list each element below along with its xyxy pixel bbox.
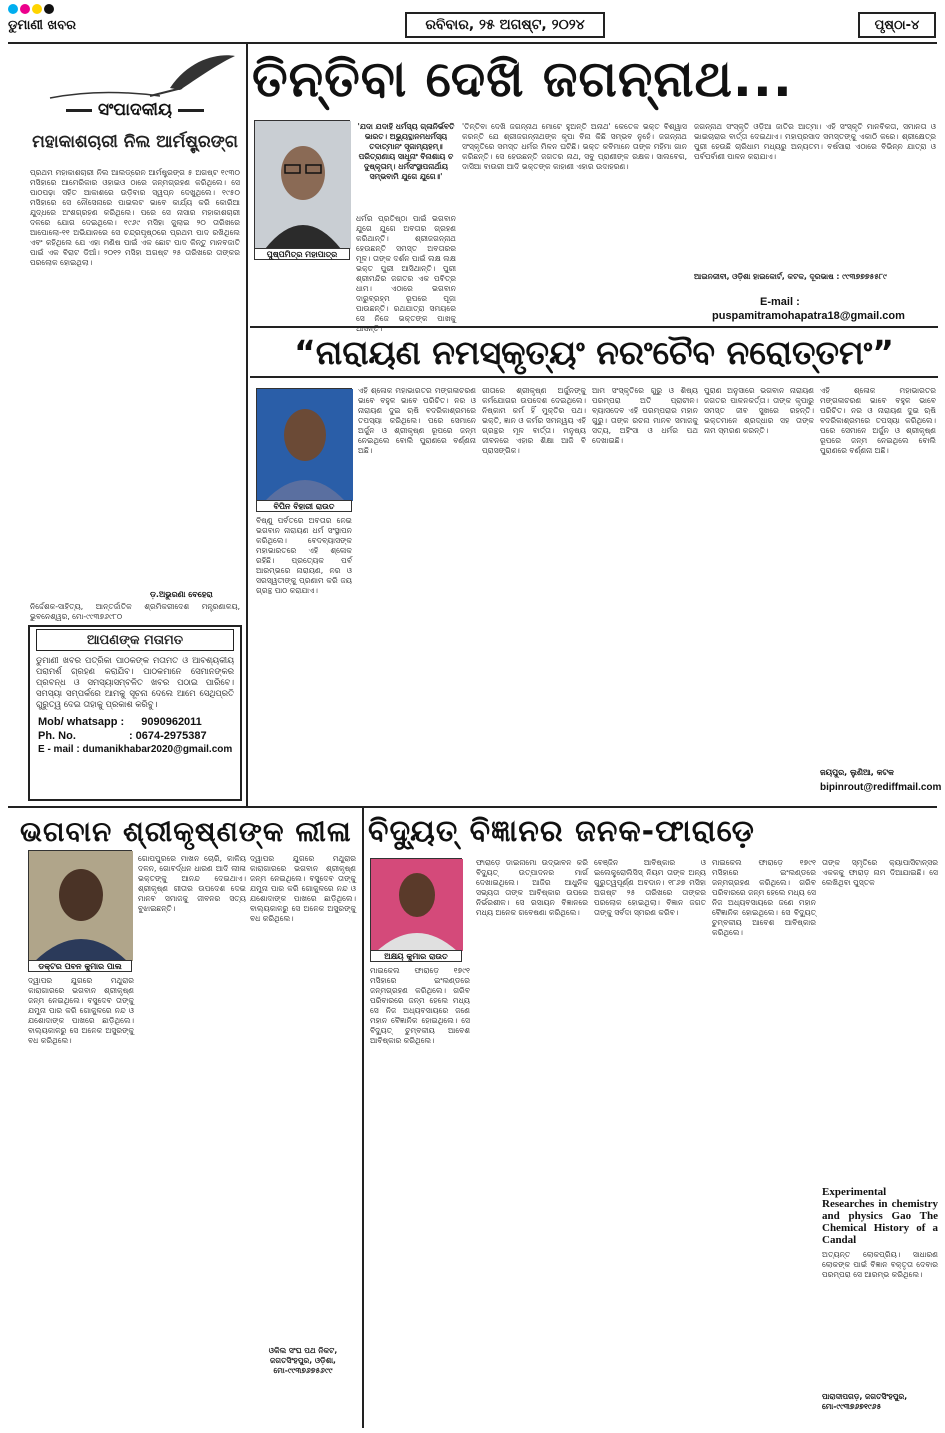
article3-col3: ଦ୍ୱାପର ଯୁଗରେ ମଥୁରାର କାରାଗାରରେ ଭଗବାନ ଶ୍ରୀକୃଷ୍ଣ ଜନ୍ମ ନେଇଥିଲେ। ବସୁଦେବ ତାଙ୍କୁ ଯମୁନା ପାର କରି ଗୋକୁଳରେ ନନ୍ଦ ଓ ଯଶୋଦାଙ୍କ ପାଖରେ ଛାଡ଼ିଥିଲେ। ବାଲ୍ୟକାଳରୁ ସେ ଅନେକ ଅସୁରଙ୍କୁ ବଧ କରିଥିଲେ। xyxy=(250,854,356,923)
editorial-body: ପ୍ରଥମ ମହାକାଶଚାରୀ ନିଲ ଆଲଡ୍ରେନ ଆର୍ମଷ୍ଟ୍ରଙ୍ଗ ୫ ଅଗଷ୍ଟ ୧୯୩୦ ମସିହାରେ ଆମେରିକାର ଓହାଇଓ ଠାରେ ଜନ୍ମଗ୍ରହଣ କରିଥିଲେ। ସେ ପାଠପଢ଼ା ସହିତ ଆକାଶରେ ଉଡ଼ିବାର ସ୍ୱପ୍ନ ଦେଖୁଥିଲେ। ୧୯୫୦ ମସିହାରେ ସେ ନୌସେନାରେ ପାଇଲଟ ଭାବେ କାର୍ଯ୍ୟ କରି କୋରିଆ ଯୁଦ୍ଧରେ ଅଂଶଗ୍ରହଣ କରିଥିଲେ। ପରେ ସେ ନାସାର ମହାକାଶଚାରୀ ଦଳରେ ଯୋଗ ଦେଇଥିଲେ। ୧୯୬୯ ମସିହା ଜୁଲାଇ ୨୦ ତାରିଖରେ ଆପୋଲୋ-୧୧ ଅଭିଯାନରେ ସେ ଚନ୍ଦ୍ରପୃଷ୍ଠରେ ପ୍ରଥମ ପାଦ ରଖିଥିଲେ ଏବଂ କହିଥିଲେ ଯେ ଏହା ମଣିଷ ପାଇଁ ଏକ ଛୋଟ ପାଦ କିନ୍ତୁ ମାନବଜାତି ପାଇଁ ଏକ ବିରାଟ ଡିଆଁ। ୨୦୧୨ ମସିହା ଅଗଷ୍ଟ ୨୫ ତାରିଖରେ ତାଙ୍କର ପରଲୋକ ହୋଇଥିଲା। xyxy=(30,168,240,267)
article3-col1: ଦ୍ୱାପର ଯୁଗରେ ମଥୁରାର କାରାଗାରରେ ଭଗବାନ ଶ୍ରୀକୃଷ୍ଣ ଜନ୍ମ ନେଇଥିଲେ। ବସୁଦେବ ତାଙ୍କୁ ଯମୁନା ପାର କରି ଗୋକୁଳରେ ନନ୍ଦ ଓ ଯଶୋଦାଙ୍କ ପାଖରେ ଛାଡ଼ିଥିଲେ। ବାଲ୍ୟକାଳରୁ ସେ ଅନେକ ଅସୁରଙ୍କୁ ବଧ କରିଥିଲେ। xyxy=(28,976,134,1045)
editorial-title: ମହାକାଶଚାରୀ ନିଲ ଆର୍ମଷ୍ଟ୍ରଙ୍ଗ xyxy=(32,132,238,152)
article4-col1: ମାଇକେଲ ଫାରାଡ଼େ ୧୭୯୧ ମସିହାରେ ଇଂଲଣ୍ଡରେ ଜନ୍ମଗ୍ରହଣ କରିଥିଲେ। ଗରିବ ପରିବାରରେ ଜନ୍ମ ହେଲେ ମଧ୍ୟ ସେ ନିଜ ଅଧ୍ୟବସାୟରେ ଜଣେ ମହାନ ବୈଜ୍ଞାନିକ ହୋଇଥିଲେ। ସେ ବିଦ୍ୟୁତ୍ ଚୁମ୍ବକୀୟ ଆବେଶ ଆବିଷ୍କାର କରିଥିଲେ। xyxy=(370,966,470,1045)
mob-number[interactable]: 9090962011 xyxy=(141,716,202,728)
editorial-signature: ଡ଼.ଅଭୁରଣା ବେହେରା xyxy=(150,590,213,599)
lower-column-divider xyxy=(362,808,364,1428)
portrait-icon xyxy=(371,859,463,951)
portrait-icon xyxy=(257,389,353,501)
article1-quote: 'ଯଦା ଯଦାହି ଧର୍ମସ୍ୟ ଗ୍ଳାନିର୍ଭବତି ଭାରତ। ଅଭ୍ୟୁତ୍ଥାନମଧର୍ମସ୍ୟ ତଦାତ୍ମାନଂ ସୃଜାମ୍ୟହମ୍॥ ପରିତ୍ରାଣାୟ ସାଧୂନାଂ ବିନାଶାୟ ଚ ଦୁଷ୍କୃତାମ୍। ଧର୍ମସଂସ୍ଥାପନାର୍ଥାୟ ସମ୍ଭବାମି ଯୁଗେ ଯୁଗେ॥' xyxy=(357,122,455,181)
portrait-icon xyxy=(29,851,133,961)
magenta-dot-icon xyxy=(20,4,30,14)
article1-col1: ଧର୍ମର ପ୍ରତିଷ୍ଠା ପାଇଁ ଭଗବାନ ଯୁଗେ ଯୁଗେ ଅବତାର ଗ୍ରହଣ କରିଥାନ୍ତି। ଶ୍ରୀଜଗନ୍ନାଥ ହେଉଛନ୍ତି ସମସ୍ତ ଅବତାରର ମୂଳ। ତାଙ୍କ ଦର୍ଶନ ପାଇଁ ଲକ୍ଷ ଲକ୍ଷ ଭକ୍ତ ପୁରୀ ଆସିଥାନ୍ତି। ପୁରୀ ଶ୍ରୀମନ୍ଦିର ଜଗତର ଏକ ପବିତ୍ର ଧାମ। ଏଠାରେ ଭଗବାନ ଦାରୁବ୍ରହ୍ମ ରୂପରେ ପୂଜା ପାଉଛନ୍ତି। ରଥଯାତ୍ରା ସମୟରେ ସେ ନିଜେ ଭକ୍ତଙ୍କ ପାଖକୁ ଆସନ୍ତି। xyxy=(356,214,456,333)
book-title: Experimental Researches in chemistry and physics Gao The Chemical History of a Candal xyxy=(822,1186,938,1246)
page-number: ପୃଷ୍ଠା-୪ xyxy=(858,12,936,38)
article3-author-photo xyxy=(28,850,132,960)
editorial-signature-role: ନିର୍ଦ୍ଦେଶକ-ସାହିତ୍ୟ, ଆନ୍ତର୍ଜାତିକ ଶ୍ରମିକରୀଦେଶ ମନ୍ତ୍ରଣାଳୟ, ଭୁବନେଶ୍ୱର, ମୋ-୯୯୩୭୬୯୮୦ xyxy=(30,602,240,621)
article3-headline: ଭଗବାନ ଶ୍ରୀକୃଷ୍ଣଙ୍କ ଲୀଳା xyxy=(20,815,352,848)
article1-headline: ତିନ୍ତିବା ଦେଖି ଜଗନ୍ନାଥ... xyxy=(252,50,793,108)
quill-pen-icon xyxy=(30,48,240,104)
article3-col2: ଗୋପପୁରରେ ମାଖନ ଚୋରି, କାଳିୟ ଦଳନ, ଗୋବର୍ଦ୍ଧନ ଧାରଣ ଆଦି ଲୀଳା ଭକ୍ତଙ୍କୁ ଆନନ୍ଦ ଦେଇଥାଏ। ଶ୍ରୀକୃଷ୍ଣ ଗୀତାର ଉପଦେଶ ଦେଇ ମାନବ ସମାଜକୁ ଜୀବନର ସତ୍ୟ ବୁଝାଇଛନ୍ତି। xyxy=(138,854,246,913)
opinion-body: ଡୁମାଣୀ ଖବର ପତ୍ରିକା ପାଠକଙ୍କ ମତାମତ ଓ ଆବଶ୍ୟକୀୟ ପରାମର୍ଶ ଗ୍ରହଣ କରାଯିବ। ପାଠକମାନେ ସେମାନଙ୍କର ପ୍ରବନ୍ଧ ଓ ସମସ୍ୟାସମ୍ବଳିତ ଖବର ପଠାଇ ପାରିବେ। ସମସ୍ୟା ସମ୍ପର୍କରେ ଆମକୁ ସୂଚନା ଦେଲେ ଆମେ ସେଥିପ୍ରତି ଗୁରୁତ୍ୱ ଦେଇ ତାହାକୁ ପ୍ରକାଶ କରିବୁ। xyxy=(36,655,234,709)
article1-email[interactable]: puspamitramohapatra18@gmail.com xyxy=(712,310,905,322)
article4-col2: ଫାରାଡ଼େ ଡାଇନାମୋ ଉଦ୍ଭାବନ କରି ବିଦ୍ୟୁତ୍ ଉତ୍ପାଦନର ମାର୍ଗ ଦେଖାଇଥିଲେ। ଆଜିର ଆଧୁନିକ ସଭ୍ୟତା ତାଙ୍କ ଆବିଷ୍କାର ଉପରେ ନିର୍ଭରଶୀଳ। ସେ ରସାୟନ ବିଜ୍ଞାନରେ ମଧ୍ୟ ଅନେକ ଗବେଷଣା କରିଥିଲେ। xyxy=(476,858,588,917)
editorial-label: ସଂପାଦକୀୟ xyxy=(97,100,173,120)
article4-headline: ବିଦ୍ୟୁତ୍ ବିଜ୍ଞାନର ଜନକ-ଫାରାଡ଼େ xyxy=(368,814,755,849)
contact-block xyxy=(38,715,236,757)
article3-author: ଓକିଲ ସଂଘ ପଥ ନିକଟ, ଜଗତସିଂହପୁର, ଓଡ଼ିଶା, ମୋ-୯୯୩୭୬୭୫୬୯୯ xyxy=(268,1346,338,1375)
article2-col2: ଏହି ଶ୍ଳୋକ ମହାଭାରତର ମଙ୍ଗଳାଚରଣ ଭାବେ ବହୁଳ ଭାବେ ପରିଚିତ। ନର ଓ ନାରାୟଣ ଦୁଇ ଋଷି ବଦରିକାଶ୍ରମରେ ତପସ୍ୟା କରିଥିଲେ। ପରେ ସେମାନେ ଅର୍ଜୁନ ଓ ଶ୍ରୀକୃଷ୍ଣ ରୂପରେ ଜନ୍ମ ନେଇଥିଲେ ବୋଲି ପୁରାଣରେ ବର୍ଣ୍ଣନା ଅଛି। xyxy=(358,386,476,455)
article2-photo-caption: ବିପିନ ବିହାରୀ ରାଉତ xyxy=(256,500,352,512)
opinion-label: ଆପଣଙ୍କ ମତାମତ xyxy=(36,629,234,651)
email-address[interactable]: dumanikhabar2020@gmail.com xyxy=(82,744,233,755)
paper-logo-dots xyxy=(8,4,54,14)
article1-author-photo xyxy=(254,120,350,248)
paper-name: ଡୁମାଣୀ ଖବର xyxy=(8,18,76,33)
article1-email-label: E-mail : xyxy=(760,296,800,308)
article2-headline: “ନାରାୟଣ ନମସ୍କୃତ୍ୟଂ ନରଂଚୈବ ନରୋତ୍ତମଂ” xyxy=(250,326,938,378)
article4-col3: ବେଞ୍ଜିନ ଆବିଷ୍କାର ଓ ଇଲେକ୍ଟ୍ରୋଲିସିସ୍ ନିୟମ ତାଙ୍କ ଅନ୍ୟ ଗୁରୁତ୍ୱପୂର୍ଣ୍ଣ ଅବଦାନ। ୧୮୬୭ ମସିହା ଅଗଷ୍ଟ ୨୫ ତାରିଖରେ ତାଙ୍କର ପରଲୋକ ହୋଇଥିଲା। ବିଜ୍ଞାନ ଜଗତ ତାଙ୍କୁ ସର୍ବଦା ସ୍ମରଣ କରିବ। xyxy=(594,858,706,917)
article1-author: ଆଇନଜୀବୀ, ଓଡ଼ିଶା ହାଇକୋର୍ଟ, କଟକ, ଦୂରଭାଷ : ୯୯୩୭୭୭୫୫୮୯ xyxy=(694,272,887,281)
issue-date: ରବିବାର, ୨୫ ଅଗଷ୍ଟ, ୨୦୨୪ xyxy=(405,12,605,38)
opinion-box xyxy=(28,625,242,801)
article2-col6: ଏହି ଶ୍ଳୋକ ମହାଭାରତର ମଙ୍ଗଳାଚରଣ ଭାବେ ବହୁଳ ଭାବେ ପରିଚିତ। ନର ଓ ନାରାୟଣ ଦୁଇ ଋଷି ବଦରିକାଶ୍ରମରେ ତପସ୍ୟା କରିଥିଲେ। ପରେ ସେମାନେ ଅର୍ଜୁନ ଓ ଶ୍ରୀକୃଷ୍ଣ ରୂପରେ ଜନ୍ମ ନେଇଥିଲେ ବୋଲି ପୁରାଣରେ ବର୍ଣ୍ଣନା ଅଛି। xyxy=(820,386,936,455)
article3-photo-caption: ଡକ୍ଟର ପବନ କୁମାର ପାଲ xyxy=(28,960,132,972)
article2-author-photo xyxy=(256,388,352,500)
black-dot-icon xyxy=(44,4,54,14)
article2-author: ଜୟପୁର, ଲୁଣିଆ, କଟକ xyxy=(820,768,894,777)
email-label: E - mail : xyxy=(38,744,80,755)
yellow-dot-icon xyxy=(32,4,42,14)
left-column-divider xyxy=(246,44,248,806)
cyan-dot-icon xyxy=(8,4,18,14)
article1-col3: ଜଗନ୍ନାଥ ସଂସ୍କୃତି ଓଡ଼ିଆ ଜାତିର ଆତ୍ମା। ଏହି ସଂସ୍କୃତି ମାନବିକତା, ସମାନତା ଓ ଭାଇଚାରାର ବାର୍ତ୍ତା ଦେଇଥାଏ। ମହାପ୍ରସାଦ ସମସ୍ତଙ୍କୁ ଏକାଠି କରେ। ଶ୍ରୀକ୍ଷେତ୍ର ପୁରୀ ହେଉଛି ଚାରିଧାମ ମଧ୍ୟରୁ ଅନ୍ୟତମ। ବର୍ଷସାରା ଏଠାରେ ବିଭିନ୍ନ ଯାତ୍ରା ଓ ପର୍ବପର୍ବାଣୀ ପାଳନ କରାଯାଏ। xyxy=(694,122,936,161)
article1-photo-caption: ପୁଷ୍ପମିତ୍ର ମହାପାତ୍ର xyxy=(254,248,350,260)
article1-col2: 'ତିନ୍ତିବା ଦେଖି ଜଗନ୍ନାଥ ମୋଟେ ହୁଅନ୍ତି ଅନାଥ' କେତେକ ଭକ୍ତ ବିଶ୍ୱାସ କରନ୍ତି ଯେ ଶ୍ରୀଜଗନ୍ନାଥଙ୍କ କୃପା ବିନା କିଛି ସମ୍ଭବ ନୁହେଁ। ଜଗନ୍ନାଥ ସଂସ୍କୃତିରେ ସମସ୍ତ ଧର୍ମର ମିଳନ ଘଟିଛି। ଭକ୍ତ କବିମାନେ ତାଙ୍କ ମହିମା ଗାନ କରିଛନ୍ତି। ସେ ହେଉଛନ୍ତି ଜଗତର ନାଥ, ସବୁ ପ୍ରାଣୀଙ୍କ ରକ୍ଷକ। ସାଲବେଗ, ଦାସିଆ ବାଉରୀ ଆଦି ଭକ୍ତଙ୍କ କାହାଣୀ ଏହାର ଉଦାହରଣ। xyxy=(462,122,687,171)
article2-col3: ଗୀତାରେ ଶ୍ରୀକୃଷ୍ଣ ଅର୍ଜୁନଙ୍କୁ କର୍ମଯୋଗର ଉପଦେଶ ଦେଇଥିଲେ। ନିଷ୍କାମ କର୍ମ ହିଁ ମୁକ୍ତିର ପଥ। ଭକ୍ତି, ଜ୍ଞାନ ଓ କର୍ମର ସମନ୍ୱୟ ଏହି ଗ୍ରନ୍ଥର ମୂଳ ବାର୍ତ୍ତା। ମନୁଷ୍ୟ ଜୀବନରେ ଏହାର ଶିକ୍ଷା ଆଜି ବି ପ୍ରାସଙ୍ଗିକ। xyxy=(482,386,586,455)
article2-col4: ଆମ ସଂସ୍କୃତିରେ ଗୁରୁ ଓ ଶିଷ୍ୟ ପରମ୍ପରା ଅତି ପ୍ରାଚୀନ। ବ୍ୟାସଦେବ ଏହି ପରମ୍ପରାର ମହାନ ଗୁରୁ। ତାଙ୍କ ରଚନା ମାନବ ସମାଜକୁ ସତ୍ୟ, ଅହିଂସା ଓ ଧର୍ମର ପଥ ଦେଖାଇଛି। xyxy=(592,386,698,445)
article4-col4-extra: ମାଇକେଲ ଫାରାଡ଼େ ୧୭୯୧ ମସିହାରେ ଇଂଲଣ୍ଡରେ ଜନ୍ମଗ୍ରହଣ କରିଥିଲେ। ଗରିବ ପରିବାରରେ ଜନ୍ମ ହେଲେ ମଧ୍ୟ ସେ ନିଜ ଅଧ୍ୟବସାୟରେ ଜଣେ ମହାନ ବୈଜ୍ଞାନିକ ହୋଇଥିଲେ। ସେ ବିଦ୍ୟୁତ୍ ଚୁମ୍ବକୀୟ ଆବେଶ ଆବିଷ୍କାର କରିଥିଲେ। xyxy=(712,858,816,937)
phone-number[interactable]: : 0674-2975387 xyxy=(128,730,207,742)
mob-label: Mob/ whatsapp : xyxy=(38,716,125,728)
phone-label: Ph. No. xyxy=(38,730,76,742)
article2-email[interactable]: bipinrout@rediffmail.com xyxy=(820,782,942,793)
article4-author: ପାରାଦୀପଗଡ଼, ଜଗତସିଂହପୁର, ମୋ-୯୯୩୭୬୭୧୯୬୫ xyxy=(822,1392,908,1411)
article2-col1: ବିଷ୍ଣୁ ପର୍ବତରେ ଅବତାର ନେଇ ଭଗବାନ ନାରାୟଣ ଧର୍ମ ସଂସ୍ଥାପନ କରିଥିଲେ। ବେଦବ୍ୟାସଙ୍କ ମହାଭାରତରେ ଏହି ଶ୍ଳୋକ ରହିଛି। ପ୍ରତ୍ୟେକ ପର୍ବ ଆରମ୍ଭରେ ନାରାୟଣ, ନର ଓ ସରସ୍ୱତୀଙ୍କୁ ପ୍ରଣାମ କରି ଜୟ ଗ୍ରନ୍ଥ ପାଠ କରାଯାଏ। xyxy=(256,516,352,595)
article4-photo-caption: ଅକ୍ଷୟ କୁମାର ରାଉତ xyxy=(370,950,462,962)
article4-col4b: ଅତ୍ୟନ୍ତ ଲୋକପ୍ରିୟ। ସାଧାରଣ ଲୋକଙ୍କ ପାଇଁ ବିଜ୍ଞାନ ବକ୍ତୃତା ଦେବାର ପରମ୍ପରା ସେ ଆରମ୍ଭ କରିଥିଲେ। xyxy=(822,1250,938,1279)
portrait-icon xyxy=(255,121,351,249)
article4-col4: ତାଙ୍କ ସ୍ମୃତିରେ କ୍ୟାପାସିଟାନ୍ସର ଏକକକୁ ଫାରାଡ଼ ନାମ ଦିଆଯାଇଛି। ସେ ଲେଖିଥିବା ପୁସ୍ତକ xyxy=(822,858,938,887)
article4-author-photo xyxy=(370,858,462,950)
article2-col5: ପୁରାଣ ଅନୁସାରେ ଭଗବାନ ନାରାୟଣ ଜଗତର ପାଳନକର୍ତ୍ତା। ତାଙ୍କ କୃପାରୁ ସମସ୍ତ ଜୀବ ସୁଖରେ ରହନ୍ତି। ଭକ୍ତମାନେ ଶ୍ରଦ୍ଧାର ସହ ତାଙ୍କ ନାମ ସ୍ମରଣ କରନ୍ତି। xyxy=(704,386,814,435)
